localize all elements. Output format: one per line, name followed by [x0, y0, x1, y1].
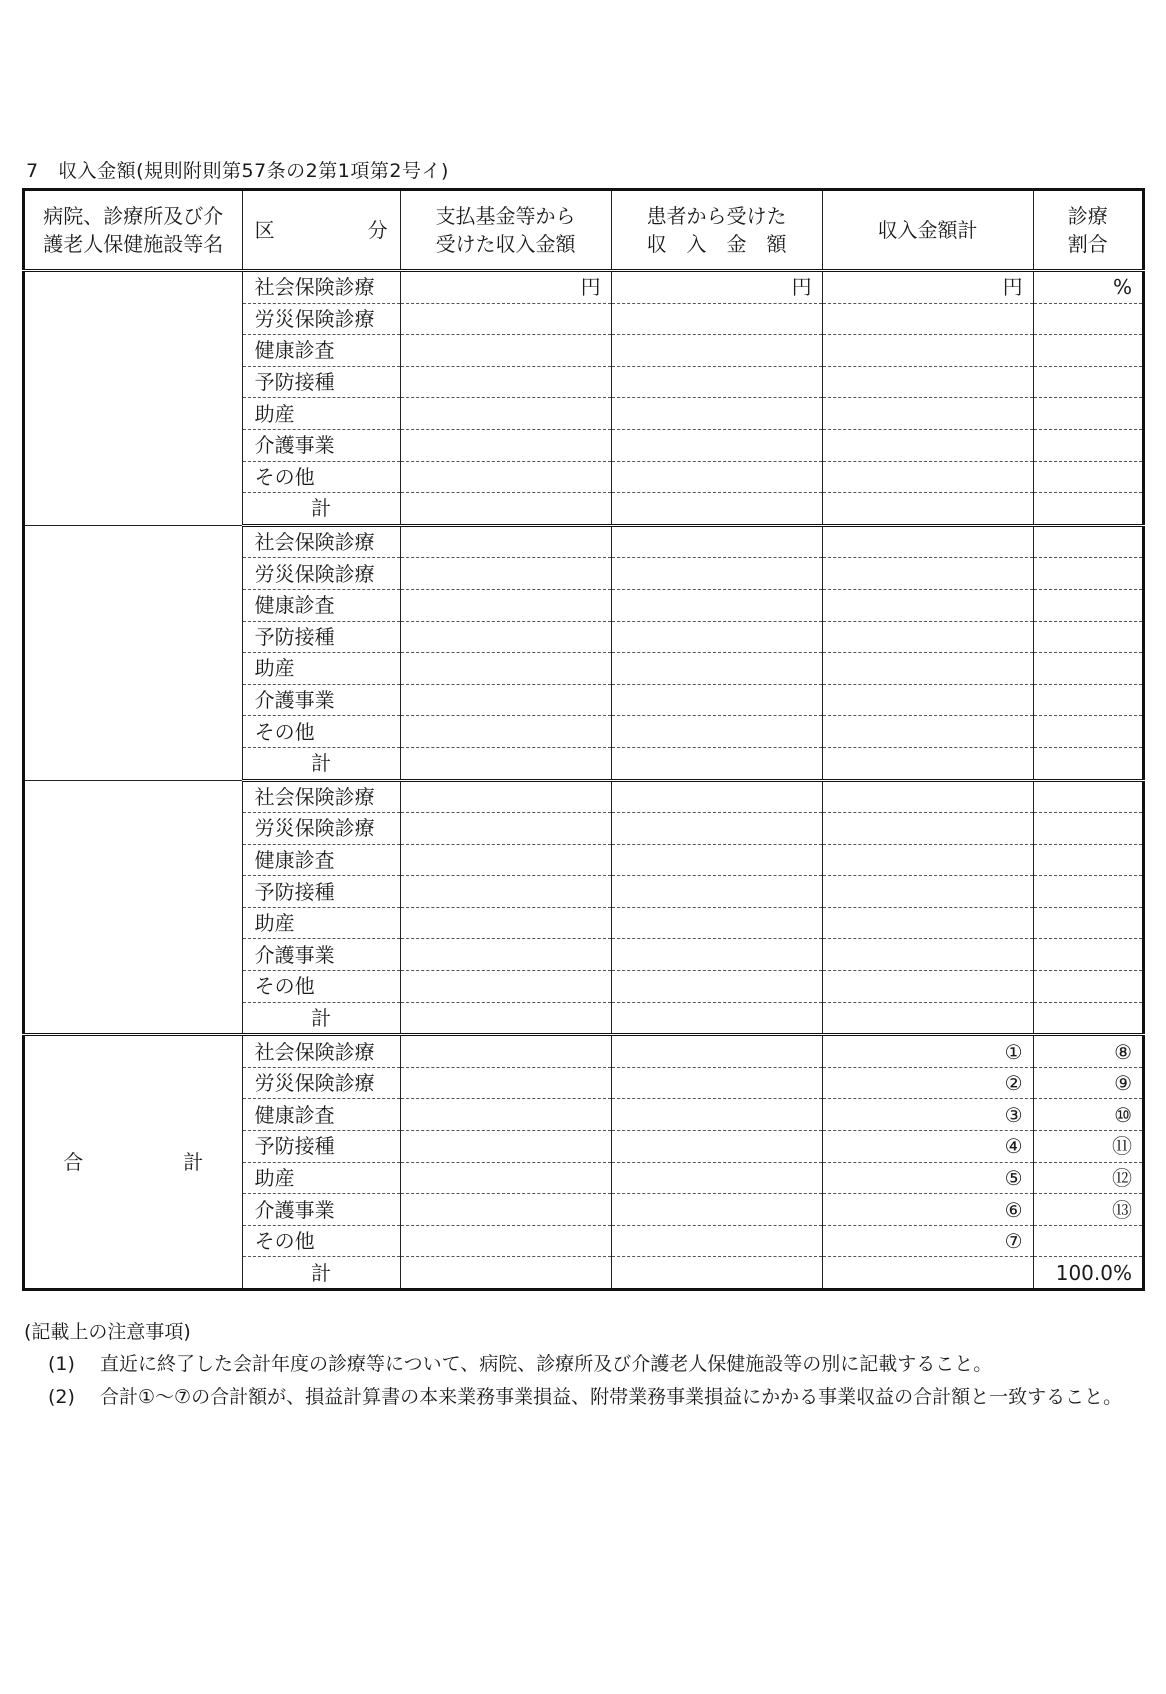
facility-name-cell[interactable] — [24, 525, 243, 780]
patient-amount-cell[interactable] — [611, 1002, 822, 1035]
ratio-cell[interactable] — [1033, 1002, 1143, 1035]
patient-amount-cell[interactable] — [611, 1131, 822, 1163]
total-amount-cell[interactable] — [822, 876, 1033, 908]
ratio-cell[interactable]: ⑬ — [1033, 1194, 1143, 1226]
header-fund — [400, 190, 611, 271]
category-label: 介護事業 — [242, 939, 400, 971]
header-patient-line2: 収 入 金 額 — [646, 232, 787, 256]
ratio-cell[interactable] — [1033, 971, 1143, 1003]
ratio-cell[interactable]: ⑩ — [1033, 1099, 1143, 1131]
patient-amount-cell[interactable]: 円 — [611, 271, 822, 304]
patient-amount-cell[interactable] — [611, 716, 822, 748]
patient-amount-cell[interactable] — [611, 939, 822, 971]
note-text: 直近に終了した会計年度の診療等について、病院、診療所及び介護老人保健施設等の別に記載すること。 — [100, 1353, 993, 1376]
header-facility — [24, 190, 243, 271]
total-amount-cell[interactable] — [822, 303, 1033, 335]
ratio-cell[interactable] — [1033, 589, 1143, 621]
total-amount-cell[interactable] — [822, 747, 1033, 780]
header-patient — [611, 190, 822, 271]
patient-amount-cell[interactable] — [611, 1257, 822, 1290]
patient-amount-cell[interactable] — [611, 653, 822, 685]
patient-amount-cell[interactable] — [611, 1035, 822, 1068]
fund-amount-cell[interactable]: 円 — [400, 271, 611, 304]
category-label: 労災保険診療 — [242, 558, 400, 590]
fund-amount-cell[interactable] — [400, 461, 611, 493]
patient-amount-cell[interactable] — [611, 1194, 822, 1226]
fund-amount-cell[interactable] — [400, 1035, 611, 1068]
total-amount-cell[interactable] — [822, 1002, 1033, 1035]
ratio-cell[interactable] — [1033, 525, 1143, 558]
fund-amount-cell[interactable] — [400, 1194, 611, 1226]
fund-amount-cell[interactable] — [400, 653, 611, 685]
fund-amount-cell[interactable] — [400, 398, 611, 430]
fund-amount-cell[interactable] — [400, 621, 611, 653]
category-label: 予防接種 — [242, 1131, 400, 1163]
fund-amount-cell[interactable] — [400, 558, 611, 590]
fund-amount-cell[interactable] — [400, 780, 611, 813]
note-number: (1) — [48, 1353, 75, 1376]
ratio-cell[interactable] — [1033, 493, 1143, 526]
patient-amount-cell[interactable] — [611, 876, 822, 908]
header-kubun-left: 区 — [254, 218, 275, 242]
fund-amount-cell[interactable] — [400, 429, 611, 461]
total-amount-cell[interactable] — [822, 366, 1033, 398]
patient-amount-cell[interactable] — [611, 366, 822, 398]
patient-amount-cell[interactable] — [611, 335, 822, 367]
ratio-cell[interactable] — [1033, 461, 1143, 493]
ratio-cell[interactable] — [1033, 653, 1143, 685]
header-ratio — [1033, 190, 1143, 271]
patient-amount-cell[interactable] — [611, 907, 822, 939]
total-amount-cell[interactable] — [822, 429, 1033, 461]
total-amount-cell[interactable] — [822, 971, 1033, 1003]
fund-amount-cell[interactable] — [400, 366, 611, 398]
total-amount-cell[interactable]: ② — [822, 1067, 1033, 1099]
total-amount-cell[interactable] — [822, 621, 1033, 653]
ratio-cell[interactable]: ⑪ — [1033, 1131, 1143, 1163]
category-label: 介護事業 — [242, 1194, 400, 1226]
table-body — [24, 271, 1144, 1290]
total-amount-cell[interactable] — [822, 461, 1033, 493]
patient-amount-cell[interactable] — [611, 684, 822, 716]
patient-amount-cell[interactable] — [611, 589, 822, 621]
total-amount-cell[interactable] — [822, 813, 1033, 845]
header-ratio-line2: 割合 — [1067, 232, 1108, 256]
ratio-cell[interactable]: ⑧ — [1033, 1035, 1143, 1068]
fund-amount-cell[interactable] — [400, 876, 611, 908]
ratio-cell[interactable] — [1033, 366, 1143, 398]
sum-label: 計 — [242, 747, 400, 780]
note-text: 合計①～⑦の合計額が、損益計算書の本来業務事業損益、附帯業務事業損益にかかる事業収益の合計額と一致すること。 — [100, 1385, 1123, 1408]
fund-amount-cell[interactable] — [400, 716, 611, 748]
total-amount-cell[interactable] — [822, 525, 1033, 558]
category-label: 介護事業 — [242, 684, 400, 716]
category-label: 健康診査 — [242, 844, 400, 876]
grand-total-label: 合 計 — [24, 1035, 243, 1290]
patient-amount-cell[interactable] — [611, 525, 822, 558]
note-item — [24, 1348, 1160, 1380]
category-label: 健康診査 — [242, 335, 400, 367]
ratio-cell[interactable] — [1033, 747, 1143, 780]
table-row — [24, 525, 1144, 558]
patient-amount-cell[interactable] — [611, 558, 822, 590]
fund-amount-cell[interactable] — [400, 1131, 611, 1163]
fund-amount-cell[interactable] — [400, 1067, 611, 1099]
table-row — [24, 1035, 1144, 1068]
fund-amount-cell[interactable] — [400, 907, 611, 939]
category-label: その他 — [242, 716, 400, 748]
patient-amount-cell[interactable] — [611, 747, 822, 780]
total-amount-cell[interactable] — [822, 653, 1033, 685]
total-amount-cell[interactable]: ④ — [822, 1131, 1033, 1163]
category-label: その他 — [242, 461, 400, 493]
fund-amount-cell[interactable] — [400, 1099, 611, 1131]
table-row — [24, 780, 1144, 813]
patient-amount-cell[interactable] — [611, 1225, 822, 1257]
category-label: 予防接種 — [242, 876, 400, 908]
category-label: 健康診査 — [242, 1099, 400, 1131]
header-patient-line1: 患者から受けた — [646, 204, 787, 228]
ratio-cell[interactable]: % — [1033, 271, 1143, 304]
form-title: 7 収入金額(規則附則第57条の2第1項第2号イ) — [26, 160, 449, 182]
fund-amount-cell[interactable] — [400, 303, 611, 335]
ratio-cell[interactable] — [1033, 558, 1143, 590]
ratio-cell[interactable] — [1033, 780, 1143, 813]
header-kubun — [242, 190, 400, 271]
ratio-cell[interactable] — [1033, 684, 1143, 716]
ratio-cell[interactable] — [1033, 398, 1143, 430]
category-label: 社会保険診療 — [242, 780, 400, 813]
category-label: 社会保険診療 — [242, 525, 400, 558]
ratio-cell[interactable] — [1033, 844, 1143, 876]
category-label: 労災保険診療 — [242, 813, 400, 845]
fund-amount-cell[interactable] — [400, 684, 611, 716]
note-number: (2) — [48, 1385, 75, 1408]
fund-amount-cell[interactable] — [400, 747, 611, 780]
patient-amount-cell[interactable] — [611, 493, 822, 526]
category-label: 労災保険診療 — [242, 303, 400, 335]
facility-name-cell[interactable] — [24, 780, 243, 1035]
ratio-cell[interactable]: ⑫ — [1033, 1162, 1143, 1194]
category-label: 労災保険診療 — [242, 1067, 400, 1099]
ratio-cell[interactable] — [1033, 907, 1143, 939]
fund-amount-cell[interactable] — [400, 813, 611, 845]
table-row — [24, 271, 1144, 304]
category-label: 介護事業 — [242, 429, 400, 461]
ratio-cell[interactable]: ⑨ — [1033, 1067, 1143, 1099]
fund-amount-cell[interactable] — [400, 939, 611, 971]
ratio-cell[interactable]: 100.0% — [1033, 1257, 1143, 1290]
fund-amount-cell[interactable] — [400, 844, 611, 876]
patient-amount-cell[interactable] — [611, 1067, 822, 1099]
total-amount-cell[interactable] — [822, 844, 1033, 876]
category-label: その他 — [242, 971, 400, 1003]
category-label: 助産 — [242, 907, 400, 939]
category-label: 健康診査 — [242, 589, 400, 621]
category-label: 社会保険診療 — [242, 271, 400, 304]
category-label: 社会保険診療 — [242, 1035, 400, 1068]
header-facility-line2: 護老人保健施設等名 — [43, 232, 224, 256]
patient-amount-cell[interactable] — [611, 1162, 822, 1194]
header-ratio-line1: 診療 — [1067, 204, 1108, 228]
header-fund-line1: 支払基金等から — [435, 204, 576, 228]
patient-amount-cell[interactable] — [611, 1099, 822, 1131]
total-amount-cell[interactable] — [822, 493, 1033, 526]
sum-label: 計 — [242, 1002, 400, 1035]
fund-amount-cell[interactable] — [400, 525, 611, 558]
patient-amount-cell[interactable] — [611, 429, 822, 461]
fund-amount-cell[interactable] — [400, 1257, 611, 1290]
patient-amount-cell[interactable] — [611, 461, 822, 493]
notes-section — [24, 1316, 1160, 1413]
category-label: 予防接種 — [242, 621, 400, 653]
fund-amount-cell[interactable] — [400, 493, 611, 526]
header-facility-line1: 病院、診療所及び介 — [43, 204, 224, 228]
ratio-cell[interactable] — [1033, 813, 1143, 845]
fund-amount-cell[interactable] — [400, 1225, 611, 1257]
notes-heading: (記載上の注意事項) — [24, 1321, 191, 1343]
patient-amount-cell[interactable] — [611, 398, 822, 430]
category-label: 助産 — [242, 398, 400, 430]
total-amount-cell[interactable]: ⑥ — [822, 1194, 1033, 1226]
ratio-cell[interactable] — [1033, 621, 1143, 653]
patient-amount-cell[interactable] — [611, 971, 822, 1003]
ratio-cell[interactable] — [1033, 429, 1143, 461]
total-amount-cell[interactable]: ③ — [822, 1099, 1033, 1131]
ratio-cell[interactable] — [1033, 1225, 1143, 1257]
header-total: 収入金額計 — [822, 190, 1033, 271]
income-table — [22, 188, 1145, 1291]
total-amount-cell[interactable] — [822, 907, 1033, 939]
fund-amount-cell[interactable] — [400, 335, 611, 367]
total-amount-cell[interactable] — [822, 398, 1033, 430]
total-amount-cell[interactable] — [822, 558, 1033, 590]
patient-amount-cell[interactable] — [611, 813, 822, 845]
total-amount-cell[interactable]: ⑤ — [822, 1162, 1033, 1194]
patient-amount-cell[interactable] — [611, 780, 822, 813]
total-amount-cell[interactable] — [822, 780, 1033, 813]
patient-amount-cell[interactable] — [611, 303, 822, 335]
sum-label: 計 — [242, 493, 400, 526]
ratio-cell[interactable] — [1033, 939, 1143, 971]
category-label: 予防接種 — [242, 366, 400, 398]
facility-name-cell[interactable] — [24, 271, 243, 526]
fund-amount-cell[interactable] — [400, 971, 611, 1003]
patient-amount-cell[interactable] — [611, 621, 822, 653]
total-amount-cell[interactable] — [822, 684, 1033, 716]
total-amount-cell[interactable]: ⑦ — [822, 1225, 1033, 1257]
ratio-cell[interactable] — [1033, 335, 1143, 367]
fund-amount-cell[interactable] — [400, 1162, 611, 1194]
sum-label: 計 — [242, 1257, 400, 1290]
total-amount-cell[interactable] — [822, 589, 1033, 621]
note-item — [24, 1381, 1160, 1413]
header-row — [24, 190, 1144, 271]
header-kubun-right: 分 — [367, 218, 388, 242]
total-amount-cell[interactable]: 円 — [822, 271, 1033, 304]
total-amount-cell[interactable] — [822, 716, 1033, 748]
category-label: 助産 — [242, 653, 400, 685]
ratio-cell[interactable] — [1033, 876, 1143, 908]
ratio-cell[interactable] — [1033, 716, 1143, 748]
ratio-cell[interactable] — [1033, 303, 1143, 335]
header-fund-line2: 受けた収入金額 — [435, 232, 576, 256]
total-amount-cell[interactable] — [822, 1257, 1033, 1290]
fund-amount-cell[interactable] — [400, 589, 611, 621]
patient-amount-cell[interactable] — [611, 844, 822, 876]
fund-amount-cell[interactable] — [400, 1002, 611, 1035]
category-label: 助産 — [242, 1162, 400, 1194]
total-amount-cell[interactable]: ① — [822, 1035, 1033, 1068]
category-label: その他 — [242, 1225, 400, 1257]
total-amount-cell[interactable] — [822, 939, 1033, 971]
total-amount-cell[interactable] — [822, 335, 1033, 367]
